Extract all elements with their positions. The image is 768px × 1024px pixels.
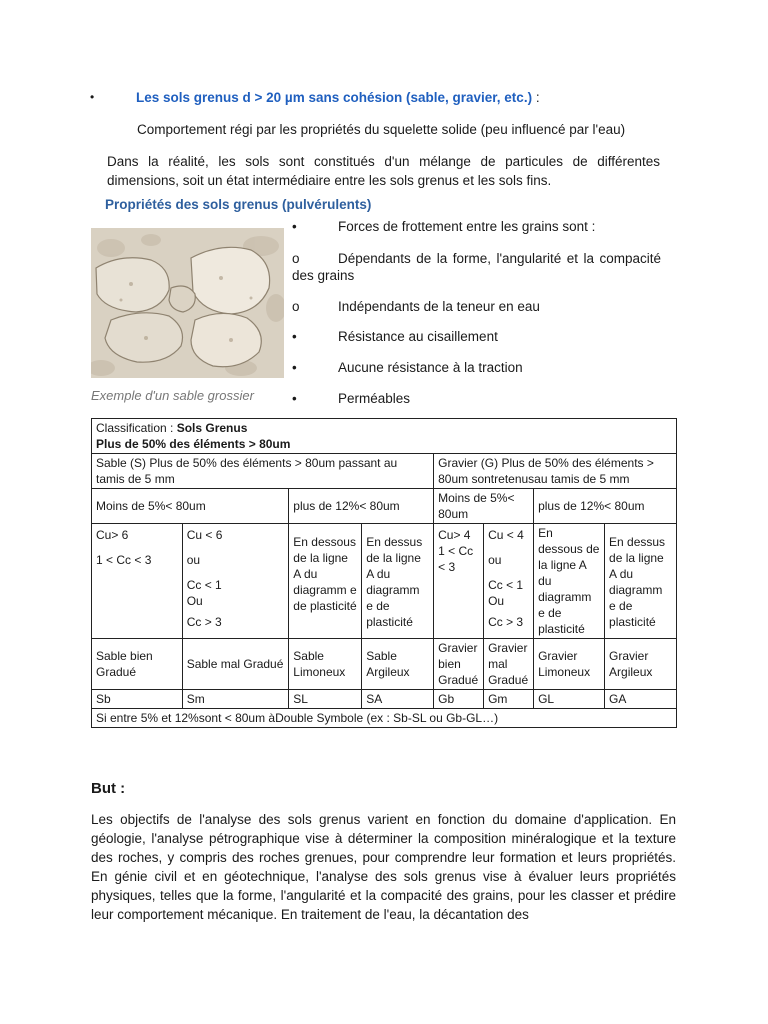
criteria-line: Ou (186, 594, 203, 608)
table-row (92, 709, 677, 728)
criteria-sb-cell (92, 524, 183, 639)
soil-code-cell: Gb (434, 690, 484, 709)
table-row (92, 639, 677, 690)
sand-high-fines-cell: plus de 12%< 80um (289, 489, 434, 524)
heading-text: Les sols grenus d > 20 µm sans cohésion (sable, gravier, etc.) (136, 90, 533, 105)
criteria-gb-cell (434, 524, 484, 639)
goal-paragraph: Les objectifs de l'analyse des sols grenus varient en fonction du domaine d'application. En géologie, l'analyse pétrographique vise à déterminer la composition minéralogique et la texture des roches, y compris des roches grenues, pour comprendre leur formation et leurs propriétés. En génie civil et en géotechnique, l'analyse des sols grenus vise à évaluer leurs propriétés physiques, telles que la forme, l'angularité et la compacité des grains, pour les classer et prédire leur comportement mécanique. En traitement de l'eau, la décantation des (91, 812, 676, 922)
photo-caption: Exemple d'un sable grossier (91, 388, 254, 403)
properties-heading: Propriétés des sols grenus (pulvérulents) (105, 197, 372, 212)
property-item (292, 218, 661, 235)
reality-paragraph: Dans la réalité, les sols sont constitués d'un mélange de particules de différentes dimensions, soit un état intermédiaire entre les sols grenus et les sols fins. (107, 154, 660, 188)
soil-code-cell: Sb (92, 690, 183, 709)
property-item (292, 328, 661, 345)
table-title-cell (92, 419, 677, 454)
soil-name-cell: Sable Argileux (362, 639, 434, 690)
criteria-line: 1 < Cc < 3 (96, 553, 152, 567)
property-item (292, 250, 661, 284)
criteria-line: Cc < 1 (186, 578, 222, 592)
property-item (292, 359, 661, 376)
soil-code-cell: Sm (182, 690, 289, 709)
soil-code-cell: SL (289, 690, 362, 709)
soil-name-cell: Gravier Limoneux (534, 639, 605, 690)
criteria-sa-cell: En dessus de la ligne A du diagramm e de plasticité (362, 524, 434, 639)
criteria-gl-cell: En dessous de la ligne A du diagramm e de plasticité (534, 524, 605, 639)
criteria-line: Cu> 4 (438, 528, 471, 542)
table-row (92, 454, 677, 489)
soil-name-cell: Gravier Argileux (605, 639, 677, 690)
gravel-high-fines-cell: plus de 12%< 80um (534, 489, 677, 524)
criteria-line: Cc < 1 (488, 578, 524, 592)
soil-name-cell: Sable bien Gradué (92, 639, 183, 690)
property-text: Aucune résistance à la traction (338, 360, 523, 375)
property-item (292, 390, 661, 407)
behavior-paragraph: Comportement régi par les propriétés du squelette solide (peu influencé par l'eau) (137, 122, 626, 137)
soil-name-cell: Sable mal Gradué (182, 639, 289, 690)
table-title: Sols Grenus (176, 421, 248, 435)
criteria-line: Cu < 4 (488, 528, 524, 542)
criteria-line: 1 < Cc < 3 (438, 544, 474, 574)
table-title-prefix: Classification : (96, 421, 177, 435)
soil-code-cell: GL (534, 690, 605, 709)
bullet-marker: • (292, 360, 297, 375)
property-text: Forces de frottement entre les grains sont : (338, 219, 596, 234)
table-row (92, 489, 677, 524)
criteria-line: Cu < 6 (186, 528, 223, 542)
sand-header-cell: Sable (S) Plus de 50% des éléments > 80um passant au tamis de 5 mm (92, 454, 434, 489)
section-heading-granular-soils (136, 90, 540, 105)
soil-name-cell: Gravier bien Gradué (434, 639, 484, 690)
soil-code-cell: Gm (484, 690, 534, 709)
gravel-header-cell: Gravier (G) Plus de 50% des éléments > 80um sontretenusau tamis de 5 mm (434, 454, 677, 489)
soil-name-cell: Gravier mal Gradué (484, 639, 534, 690)
criteria-line: ou (488, 553, 502, 567)
goal-heading: But : (91, 780, 126, 797)
soil-name-cell: Sable Limoneux (289, 639, 362, 690)
property-text: Perméables (338, 391, 411, 406)
criteria-ga-cell: En dessus de la ligne A du diagramm e de plasticité (605, 524, 677, 639)
table-row (92, 524, 677, 639)
classification-table (91, 418, 677, 728)
soil-code-cell: SA (362, 690, 434, 709)
property-text: Dépendants de la forme, l'angularité et la compacité des grains (292, 251, 661, 283)
property-text: Indépendants de la teneur en eau (338, 299, 540, 314)
bullet-marker: • (292, 329, 297, 344)
gravel-low-fines-cell: Moins de 5%< 80um (434, 489, 534, 524)
bullet-marker: • (292, 219, 297, 234)
table-row (92, 690, 677, 709)
criteria-line: Ou (488, 594, 505, 608)
bullet-marker: o (292, 299, 300, 314)
bullet-marker: • (292, 391, 297, 406)
table-footer-cell: Si entre 5% et 12%sont < 80um àDouble Symbole (ex : Sb-SL ou Gb-GL…) (92, 709, 677, 728)
property-item (292, 298, 661, 315)
bullet-marker: o (292, 251, 300, 266)
coarse-sand-photo (91, 228, 284, 378)
table-row (92, 419, 677, 454)
criteria-gm-cell (484, 524, 534, 639)
heading-colon: : (532, 90, 540, 105)
property-text: Résistance au cisaillement (338, 329, 498, 344)
criteria-line: Cu> 6 (96, 528, 129, 542)
criteria-line: Cc > 3 (488, 615, 524, 629)
criteria-line: ou (186, 553, 201, 567)
list-bullet: • (90, 90, 95, 104)
criteria-sm-cell (182, 524, 289, 639)
sand-low-fines-cell: Moins de 5%< 80um (92, 489, 289, 524)
table-subtitle: Plus de 50% des éléments > 80um (96, 437, 291, 451)
soil-code-cell: GA (605, 690, 677, 709)
criteria-line: Cc > 3 (186, 615, 222, 629)
criteria-sl-cell: En dessous de la ligne A du diagramm e de plasticité (289, 524, 362, 639)
